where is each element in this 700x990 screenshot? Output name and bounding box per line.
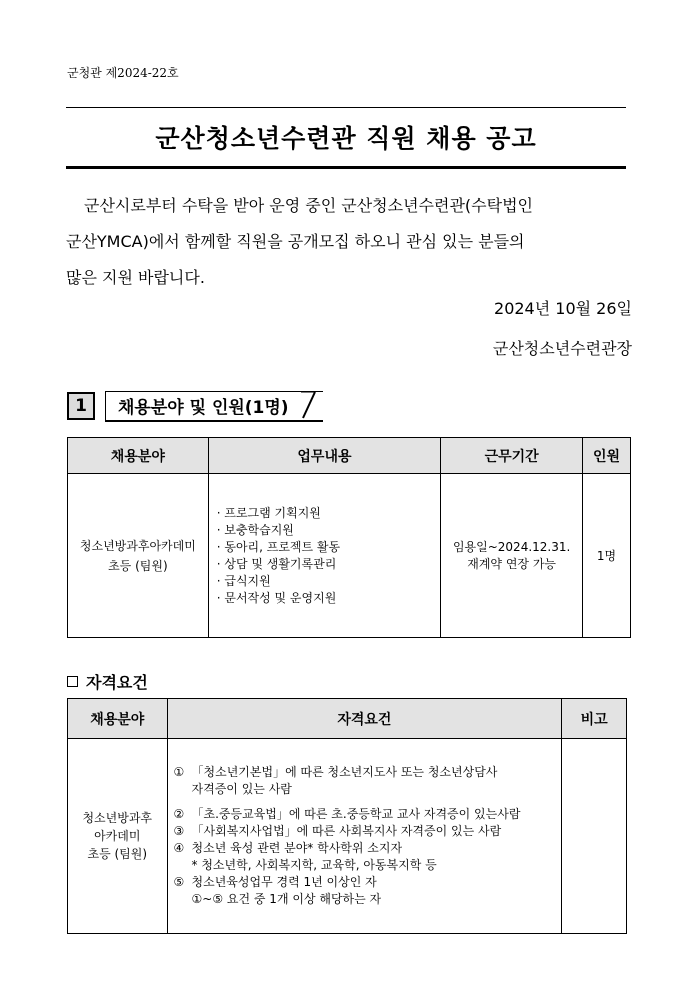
period-line: 임용일~2024.12.31. [452, 539, 571, 554]
field-line: 초등 (팀원) [87, 847, 148, 861]
cell-duties [208, 474, 440, 638]
intro-line: 많은 지원 바랍니다. [66, 268, 205, 287]
requirement-item [174, 857, 561, 874]
header-period: 근무기간 [441, 438, 583, 474]
field-line: 청소년방과후 [82, 811, 153, 825]
requirement-text: 「초.중등교육법」에 따른 초.중등학교 교사 자격증이 있는사람 [191, 807, 521, 821]
square-bullet-icon [67, 676, 78, 687]
header-duties: 업무내용 [208, 438, 440, 474]
requirement-text: 청소년 육성 관련 분야* 학사학위 소지자 [191, 841, 403, 855]
requirement-text: ①~⑤ 요건 중 1개 이상 해당하는 자 [191, 892, 382, 906]
section-title-corner [301, 391, 325, 419]
table-row [68, 474, 631, 638]
duty-item: · 문서작성 및 운영지원 [216, 590, 337, 605]
duty-item: · 보충학습지원 [216, 522, 294, 537]
period-line: 재계약 연장 가능 [467, 556, 557, 571]
page-title: 군산청소년수련관 직원 채용 공고 [155, 124, 537, 153]
cell-field: 청소년방과후아카데미 초등 (팀원) [68, 474, 209, 638]
table-header-row [68, 438, 631, 474]
requirement-item [174, 891, 561, 908]
requirement-text: 청소년육성업무 경력 1년 이상인 자 [191, 875, 377, 889]
qualification-heading [67, 670, 148, 693]
header-note: 비고 [562, 699, 627, 739]
cell-note [562, 739, 627, 934]
requirement-number: ③ [173, 824, 185, 838]
duty-item: · 급식지원 [216, 573, 271, 588]
requirement-item [174, 874, 561, 891]
table-row [68, 739, 627, 934]
announcement-date: 2024년 10월 26일 [494, 299, 632, 318]
field-line: 아카데미 [94, 829, 141, 843]
duty-item: · 프로그램 기획지원 [216, 505, 321, 520]
header-count: 인원 [583, 438, 631, 474]
requirement-number: ① [173, 765, 185, 779]
intro-line: 군산시로부터 수탁을 받아 운영 중인 군산청소년수련관(수탁법인 [84, 196, 533, 215]
requirement-item [174, 823, 561, 840]
requirement-item [174, 781, 561, 798]
header-field: 채용분야 [68, 438, 209, 474]
cell-count: 1명 [583, 474, 631, 638]
requirement-number: ② [173, 807, 185, 821]
cell-period [441, 474, 583, 638]
requirement-item [174, 806, 561, 823]
section-title [105, 391, 323, 422]
document-number: 군청관 제2024-22호 [67, 66, 179, 80]
section-1-heading [67, 392, 323, 420]
requirement-text: 「사회복지사업법」에 따른 사회복지사 자격증이 있는 사람 [191, 824, 502, 838]
section-title-text: 채용분야 및 인원(1명) [118, 398, 289, 418]
requirement-number: ④ [173, 841, 185, 855]
section-number: 1 [67, 392, 95, 420]
header-requirements: 자격요건 [167, 699, 562, 739]
table-header-row [68, 699, 627, 739]
cell-requirements [167, 739, 562, 934]
qualification-table [67, 698, 627, 934]
requirement-spacer [174, 798, 561, 806]
intro-paragraph [66, 188, 632, 296]
duty-item: · 동아리, 프로젝트 활동 [216, 539, 341, 554]
signer: 군산청소년수련관장 [492, 339, 632, 358]
requirement-item [174, 764, 561, 781]
title-banner [66, 107, 626, 169]
header-field: 채용분야 [68, 699, 168, 739]
requirement-item [174, 840, 561, 857]
recruitment-table [67, 437, 631, 638]
requirement-text: 「청소년기본법」에 따른 청소년지도사 또는 청소년상담사 [191, 765, 498, 779]
qualification-heading-text: 자격요건 [86, 673, 148, 692]
cell-field [68, 739, 168, 934]
requirement-text: 자격증이 있는 사람 [191, 782, 292, 796]
requirement-text: * 청소년학, 사회복지학, 교육학, 아동복지학 등 [191, 858, 437, 872]
requirement-number: ⑤ [173, 875, 185, 889]
duty-item: · 상담 및 생활기록관리 [216, 556, 337, 571]
intro-line: 군산YMCA)에서 함께할 직원을 공개모집 하오니 관심 있는 분들의 [66, 232, 525, 251]
